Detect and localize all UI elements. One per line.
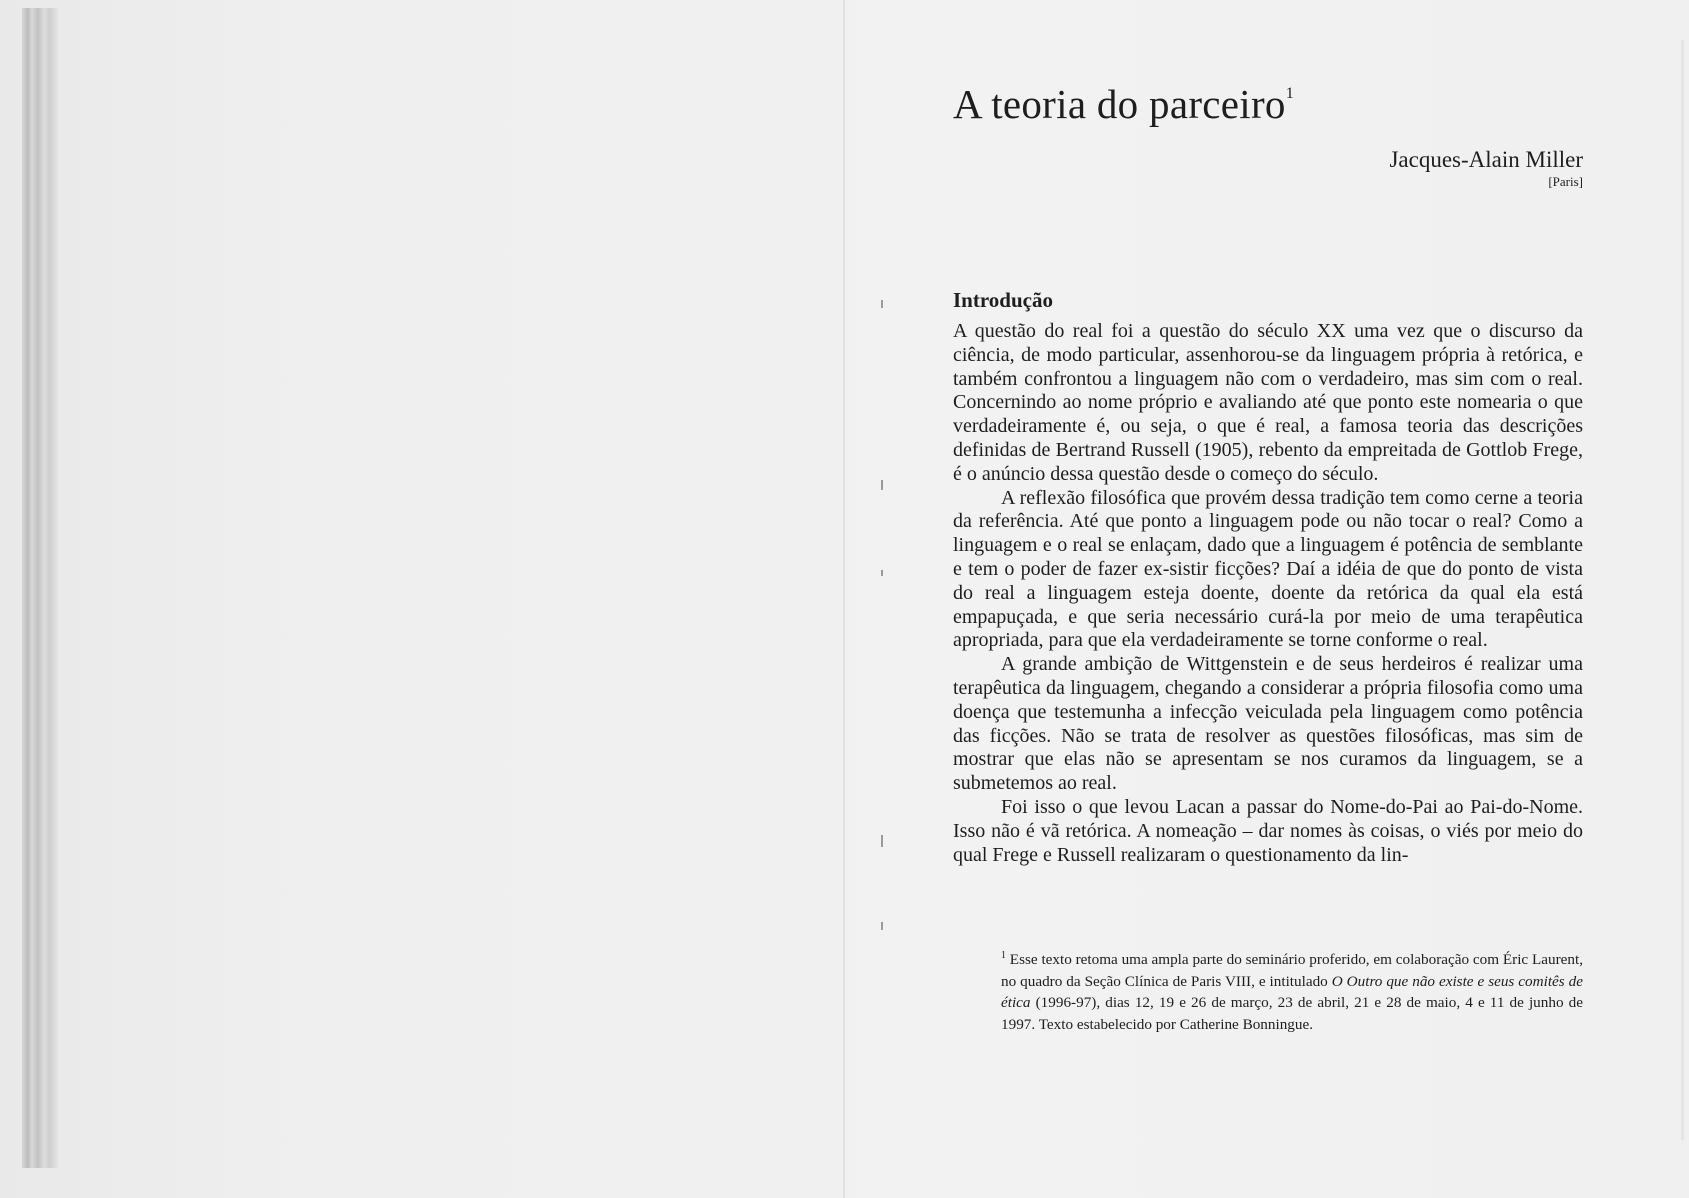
page-gutter xyxy=(843,0,845,1198)
article-body xyxy=(953,320,1583,867)
gutter-speck xyxy=(881,922,883,930)
author-location: [Paris] xyxy=(1548,174,1583,189)
footnote-marker: 1 xyxy=(1001,950,1006,961)
body-paragraph: A grande ambição de Wittgenstein e de seus herdeiros é realizar uma terapêutica da linguagem, chegando a considerar a própria filosofia como uma doença que testemunha a infecção veiculada pela linguagem como potência das ficções. Não se trata de resolver as questões filosóficas, mas sim de mostrar que elas não se apresentam se nos curamos da linguagem, se a submetemos ao real. xyxy=(953,653,1583,795)
footnote xyxy=(1001,945,1583,1035)
footnote-text-after: (1996-97), dias 12, 19 e 26 de março, 23 de abril, 21 e 28 de maio, 4 e 11 de junho de 1997. Texto estabelecido por Catherine Bonningue. xyxy=(1001,994,1583,1033)
section-heading: Introdução xyxy=(953,288,1053,312)
gutter-speck xyxy=(881,835,883,847)
article-title-text: A teoria do parceiro xyxy=(953,81,1286,127)
gutter-speck xyxy=(881,480,883,490)
body-paragraph: A questão do real foi a questão do século XX uma vez que o discurso da ciência, de modo particular, assenhorou-se da linguagem própria à retórica, e também confrontou a linguagem não com o verdadeiro, mas sim com o real. Concernindo ao nome próprio e avaliando até que ponto este nomearia o que verdadeiramente é, ou seja, o que é real, a famosa teoria das descrições definidas de Bertrand Russell (1905), rebento da empreitada de Gottlob Frege, é o anúncio dessa questão desde o começo do século. xyxy=(953,320,1583,485)
title-footnote-ref: 1 xyxy=(1285,85,1295,102)
author-block xyxy=(1389,146,1583,190)
article-title xyxy=(953,80,1294,128)
left-page-binding-edge xyxy=(22,8,58,1168)
author-name: Jacques-Alain Miller xyxy=(1389,147,1583,172)
body-paragraph: Foi isso o que levou Lacan a passar do Nome-do-Pai ao Pai-do-Nome. Isso não é vã retórica. A nomeação – dar nomes às coisas, o viés por meio do qual Frege e Russell realizaram o questionamento da lin- xyxy=(953,795,1583,866)
right-page xyxy=(953,0,1583,1198)
gutter-speck xyxy=(881,300,883,308)
body-paragraph: A reflexão filosófica que provém dessa tradição tem como cerne a teoria da referência. Até que ponto a linguagem pode ou não tocar o real? Como a linguagem e o real se enlaçam, dado que a linguagem é potência de semblante e tem o poder de fazer ex-sistir ficções? Daí a idéia de que do ponto de vista do real a linguagem esteja doente, doente da retórica da qual ela está empapuçada, e que seria necessário curá-la por meio de uma terapêutica apropriada, para que ela verdadeiramente se torne conforme o real. xyxy=(953,486,1583,652)
footnote-text-before: Esse texto retoma uma ampla parte do seminário proferido, em colaboração com Éric Laurent, no quadro da Seção Clínica de Paris VIII, e intitulado xyxy=(1001,951,1583,990)
right-page-edge xyxy=(1681,40,1684,1140)
footnote-italic-title: O Outro que não existe e seus comitês de ética xyxy=(1001,972,1583,1012)
gutter-speck xyxy=(881,570,883,576)
